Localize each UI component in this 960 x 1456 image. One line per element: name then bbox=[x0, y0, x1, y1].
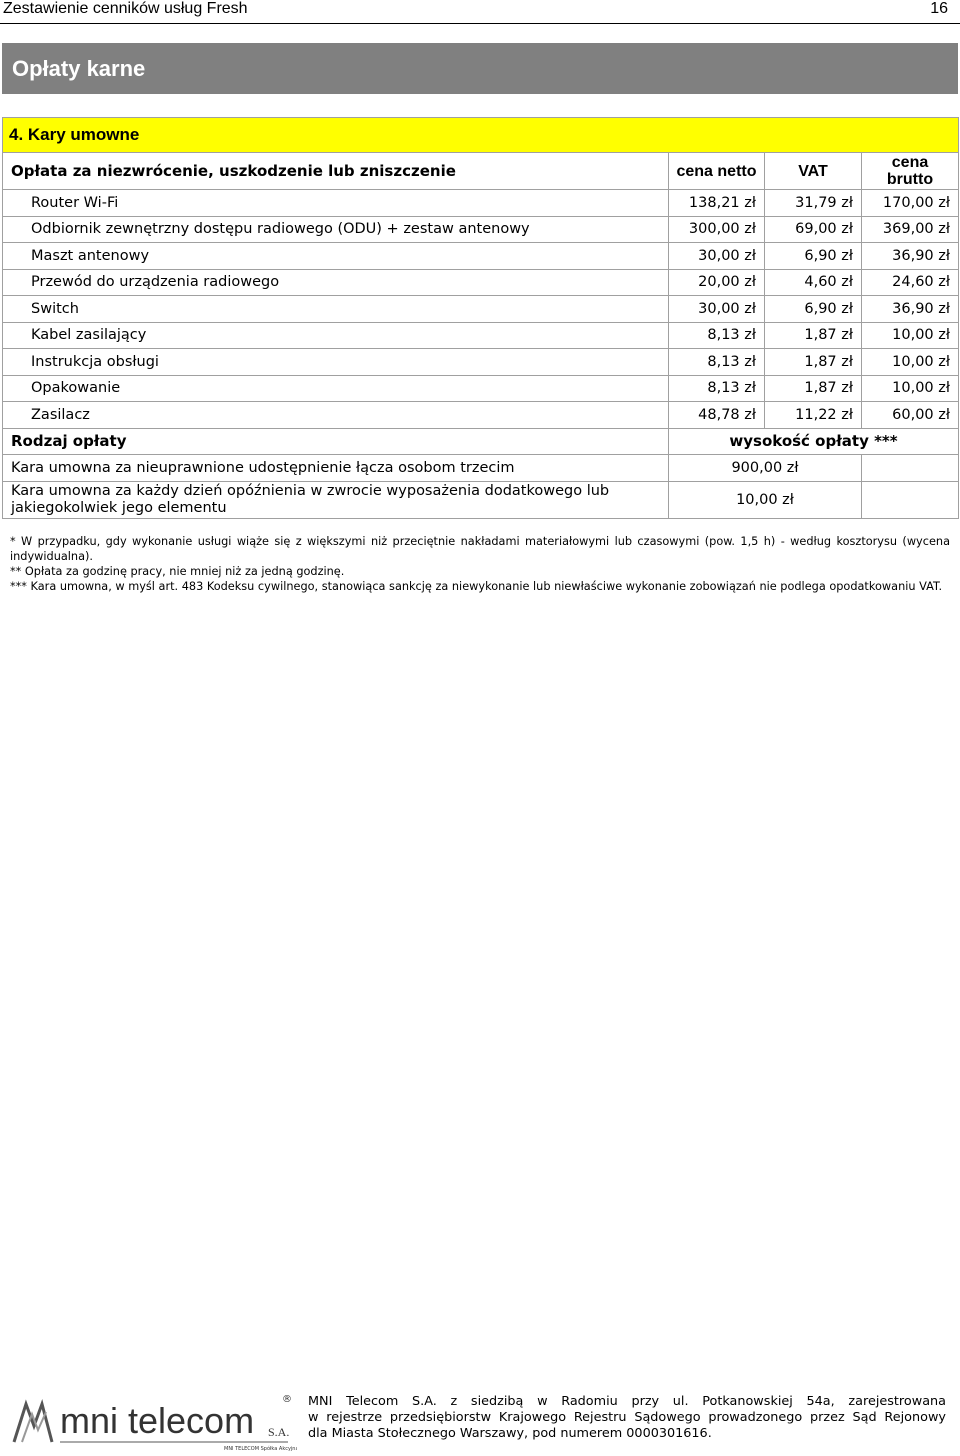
item-vat: 6,90 zł bbox=[765, 296, 862, 323]
item-gross-price: 170,00 zł bbox=[862, 190, 959, 217]
item-name: Switch bbox=[3, 296, 669, 323]
column-header-row bbox=[3, 153, 959, 190]
section-heading-row bbox=[3, 118, 959, 153]
table-row bbox=[3, 216, 959, 243]
table-row bbox=[3, 243, 959, 270]
company-logo bbox=[12, 1390, 297, 1452]
item-net-price: 30,00 zł bbox=[669, 243, 765, 270]
item-net-price: 8,13 zł bbox=[669, 322, 765, 349]
col-net-header: cena netto bbox=[669, 153, 765, 190]
table-row bbox=[3, 375, 959, 402]
footer-line-1: MNI Telecom S.A. z siedzibą w Radomiu przy ul. Potkanowskiej 54a, zarejestrowana bbox=[308, 1394, 946, 1409]
item-net-price: 8,13 zł bbox=[669, 375, 765, 402]
footnote-1: * W przypadku, gdy wykonanie usługi wiąże się z większymi niż przeciętnie nakładami materiałowymi lub czasowymi (pow. 1,5 h) - według kosztorysu (wycena indywidualna). bbox=[10, 535, 950, 563]
item-net-price: 30,00 zł bbox=[669, 296, 765, 323]
table-row bbox=[3, 481, 959, 518]
penalty-name: Kara umowna za nieuprawnione udostępnienie łącza osobom trzecim bbox=[3, 454, 669, 481]
amount-label: wysokość opłaty *** bbox=[669, 428, 959, 454]
item-vat: 1,87 zł bbox=[765, 375, 862, 402]
section-title-bar bbox=[2, 43, 958, 94]
item-gross-price: 60,00 zł bbox=[862, 402, 959, 429]
item-net-price: 300,00 zł bbox=[669, 216, 765, 243]
item-net-price: 48,78 zł bbox=[669, 402, 765, 429]
item-gross-price: 10,00 zł bbox=[862, 322, 959, 349]
section-heading: 4. Kary umowne bbox=[3, 118, 959, 153]
table-row bbox=[3, 296, 959, 323]
logo-suffix: S.A. bbox=[268, 1425, 290, 1439]
footnote-2: ** Opłata za godzinę pracy, nie mniej niż za jedną godzinę. bbox=[10, 565, 345, 578]
logo-subtitle: MNI TELECOM Spółka Akcyjna bbox=[224, 1446, 297, 1452]
type-label: Rodzaj opłaty bbox=[3, 428, 669, 454]
table-row bbox=[3, 454, 959, 481]
document-header bbox=[0, 0, 960, 22]
item-vat: 1,87 zł bbox=[765, 349, 862, 376]
footnotes bbox=[10, 534, 950, 594]
item-net-price: 8,13 zł bbox=[669, 349, 765, 376]
registered-mark-icon: ® bbox=[282, 1394, 292, 1405]
item-gross-price: 24,60 zł bbox=[862, 269, 959, 296]
table-row bbox=[3, 349, 959, 376]
document-title: Zestawienie cenników usług Fresh bbox=[3, 0, 248, 17]
item-name: Kabel zasilający bbox=[3, 322, 669, 349]
footer-line-2: w rejestrze przedsiębiorstw Krajowego Rejestru Sądowego prowadzonego przez Sąd Rejonowy bbox=[308, 1410, 946, 1425]
item-vat: 6,90 zł bbox=[765, 243, 862, 270]
logo-mark-icon bbox=[14, 1404, 52, 1442]
table-row bbox=[3, 322, 959, 349]
penalty-amount: 10,00 zł bbox=[669, 481, 862, 518]
item-name: Router Wi-Fi bbox=[3, 190, 669, 217]
item-vat: 31,79 zł bbox=[765, 190, 862, 217]
item-net-price: 138,21 zł bbox=[669, 190, 765, 217]
item-net-price: 20,00 zł bbox=[669, 269, 765, 296]
item-vat: 4,60 zł bbox=[765, 269, 862, 296]
item-name: Przewód do urządzenia radiowego bbox=[3, 269, 669, 296]
fee-label: Opłata za niezwrócenie, uszkodzenie lub zniszczenie bbox=[3, 153, 669, 190]
item-name: Odbiornik zewnętrzny dostępu radiowego (ODU) + zestaw antenowy bbox=[3, 216, 669, 243]
section-title: Opłaty karne bbox=[12, 56, 146, 81]
item-name: Zasilacz bbox=[3, 402, 669, 429]
penalty-header-row bbox=[3, 428, 959, 454]
col-vat-header: VAT bbox=[765, 153, 862, 190]
table-row bbox=[3, 402, 959, 429]
footnote-3: *** Kara umowna, w myśl art. 483 Kodeksu cywilnego, stanowiąca sankcję za niewykonanie lub niewłaściwe wykonanie zobowiązań nie podlega opodatkowaniu VAT. bbox=[10, 580, 943, 593]
item-name: Instrukcja obsługi bbox=[3, 349, 669, 376]
col-gross-header: cena brutto bbox=[862, 153, 959, 190]
item-gross-price: 10,00 zł bbox=[862, 375, 959, 402]
item-gross-price: 369,00 zł bbox=[862, 216, 959, 243]
table-row bbox=[3, 190, 959, 217]
logo-text: mni telecom bbox=[60, 1400, 255, 1441]
item-vat: 11,22 zł bbox=[765, 402, 862, 429]
penalty-amount: 900,00 zł bbox=[669, 454, 862, 481]
item-gross-price: 36,90 zł bbox=[862, 296, 959, 323]
penalty-name: Kara umowna za każdy dzień opóźnienia w zwrocie wyposażenia dodatkowego lub jakiegokolwiek jego elementu bbox=[3, 481, 669, 518]
footer-line-3: dla Miasta Stołecznego Warszawy, pod numerem 0000301616. bbox=[308, 1426, 712, 1441]
footer-legal-text bbox=[308, 1394, 946, 1442]
fees-table bbox=[2, 117, 959, 519]
item-vat: 1,87 zł bbox=[765, 322, 862, 349]
header-divider bbox=[0, 23, 960, 24]
penalty-empty-cell bbox=[862, 454, 959, 481]
table-row bbox=[3, 269, 959, 296]
item-name: Maszt antenowy bbox=[3, 243, 669, 270]
penalty-empty-cell bbox=[862, 481, 959, 518]
item-gross-price: 10,00 zł bbox=[862, 349, 959, 376]
page-number: 16 bbox=[930, 0, 948, 17]
item-gross-price: 36,90 zł bbox=[862, 243, 959, 270]
item-vat: 69,00 zł bbox=[765, 216, 862, 243]
item-name: Opakowanie bbox=[3, 375, 669, 402]
